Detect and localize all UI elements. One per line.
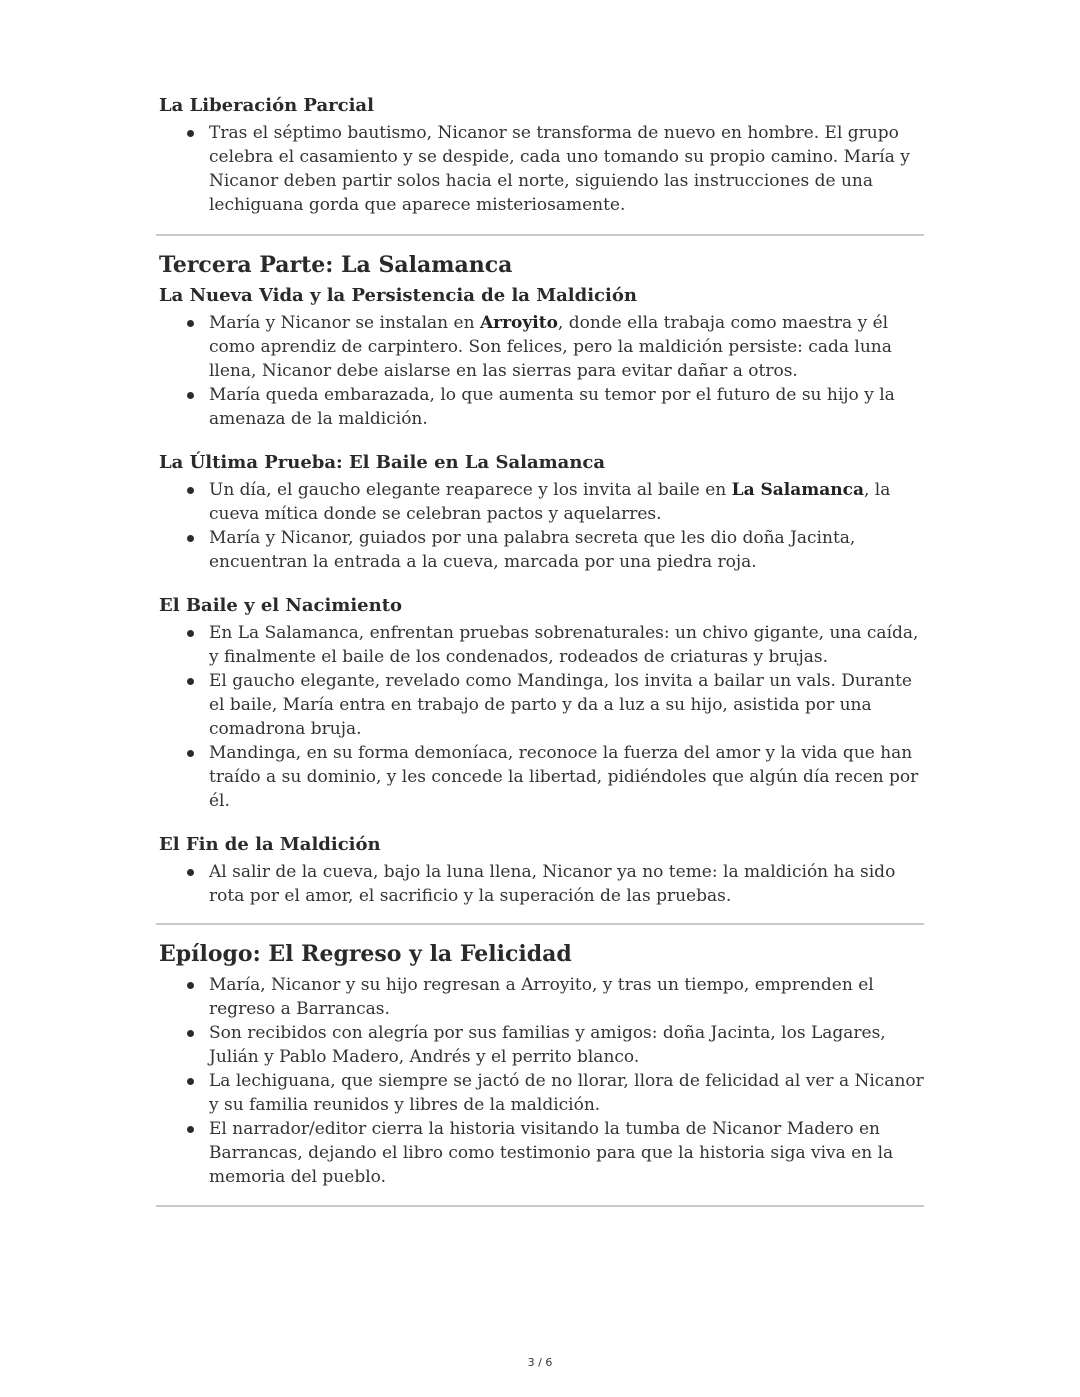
heading-ultima-prueba: La Última Prueba: El Baile en La Salamanca (159, 452, 606, 473)
heading-liberacion-parcial: La Liberación Parcial (159, 95, 374, 116)
heading-baile-nacimiento: El Baile y el Nacimiento (159, 595, 403, 616)
list-item: Un día, el gaucho elegante reaparece y los invita al baile en La Salamanca, la cueva mítica donde se celebran pactos y aquelarres. (209, 478, 925, 526)
place-name: La Salamanca (731, 480, 864, 500)
list-item: María, Nicanor y su hijo regresan a Arroyito, y tras un tiempo, emprenden el regreso a Barrancas. (209, 973, 925, 1021)
list-item: Mandinga, en su forma demoníaca, reconoce la fuerza del amor y la vida que han traído a su dominio, y les concede la libertad, pidiéndoles que algún día recen por él. (209, 741, 925, 813)
list-nueva-vida (159, 311, 925, 431)
list-baile-nacimiento (159, 621, 925, 813)
list-ultima-prueba (159, 478, 925, 574)
page-number: 3 / 6 (527, 1356, 553, 1369)
list-epilogo (159, 973, 925, 1189)
list-item: En La Salamanca, enfrentan pruebas sobrenaturales: un chivo gigante, una caída, y finalmente el baile de los condenados, rodeados de criaturas y brujas. (209, 621, 925, 669)
list-item: María y Nicanor, guiados por una palabra secreta que les dio doña Jacinta, encuentran la entrada a la cueva, marcada por una piedra roja. (209, 526, 925, 574)
list-liberacion (159, 121, 925, 217)
list-item: Al salir de la cueva, bajo la luna llena, Nicanor ya no teme: la maldición ha sido rota por el amor, el sacrificio y la superación de las pruebas. (209, 860, 925, 908)
list-item: María y Nicanor se instalan en Arroyito, donde ella trabaja como maestra y él como aprendiz de carpintero. Son felices, pero la maldición persiste: cada luna llena, Nicanor debe aislarse en las sierras para evitar dañar a otros. (209, 311, 925, 383)
page-content (159, 94, 925, 1207)
list-item: La lechiguana, que siempre se jactó de no llorar, llora de felicidad al ver a Nicanor y su familia reunidos y libres de la maldición. (209, 1071, 924, 1115)
list-item: El narrador/editor cierra la historia visitando la tumba de Nicanor Madero en Barrancas, dejando el libro como testimonio para que la historia siga viva en la memoria del pueblo. (209, 1117, 925, 1189)
section-title-tercera-parte: Tercera Parte: La Salamanca (159, 252, 513, 278)
section-divider (156, 1205, 924, 1207)
section-title-epilogo: Epílogo: El Regreso y la Felicidad (159, 941, 572, 967)
list-item: Tras el séptimo bautismo, Nicanor se transforma de nuevo en hombre. El grupo celebra el casamiento y se despide, cada uno tomando su propio camino. María y Nicanor deben partir solos hacia el norte, siguiendo las instrucciones de una lechiguana gorda que aparece misteriosamente. (209, 121, 925, 217)
list-item: El gaucho elegante, revelado como Mandinga, los invita a bailar un vals. Durante el baile, María entra en trabajo de parto y da a luz a su hijo, asistida por una comadrona bruja. (209, 669, 925, 741)
heading-fin-maldicion: El Fin de la Maldición (159, 834, 381, 855)
list-item: Son recibidos con alegría por sus familias y amigos: doña Jacinta, los Lagares, Julián y Pablo Madero, Andrés y el perrito blanco. (209, 1021, 925, 1069)
place-name: Arroyito (479, 313, 558, 333)
list-item: María queda embarazada, lo que aumenta su temor por el futuro de su hijo y la amenaza de la maldición. (209, 383, 925, 431)
list-fin-maldicion (159, 860, 925, 908)
heading-nueva-vida: La Nueva Vida y la Persistencia de la Maldición (159, 285, 637, 306)
